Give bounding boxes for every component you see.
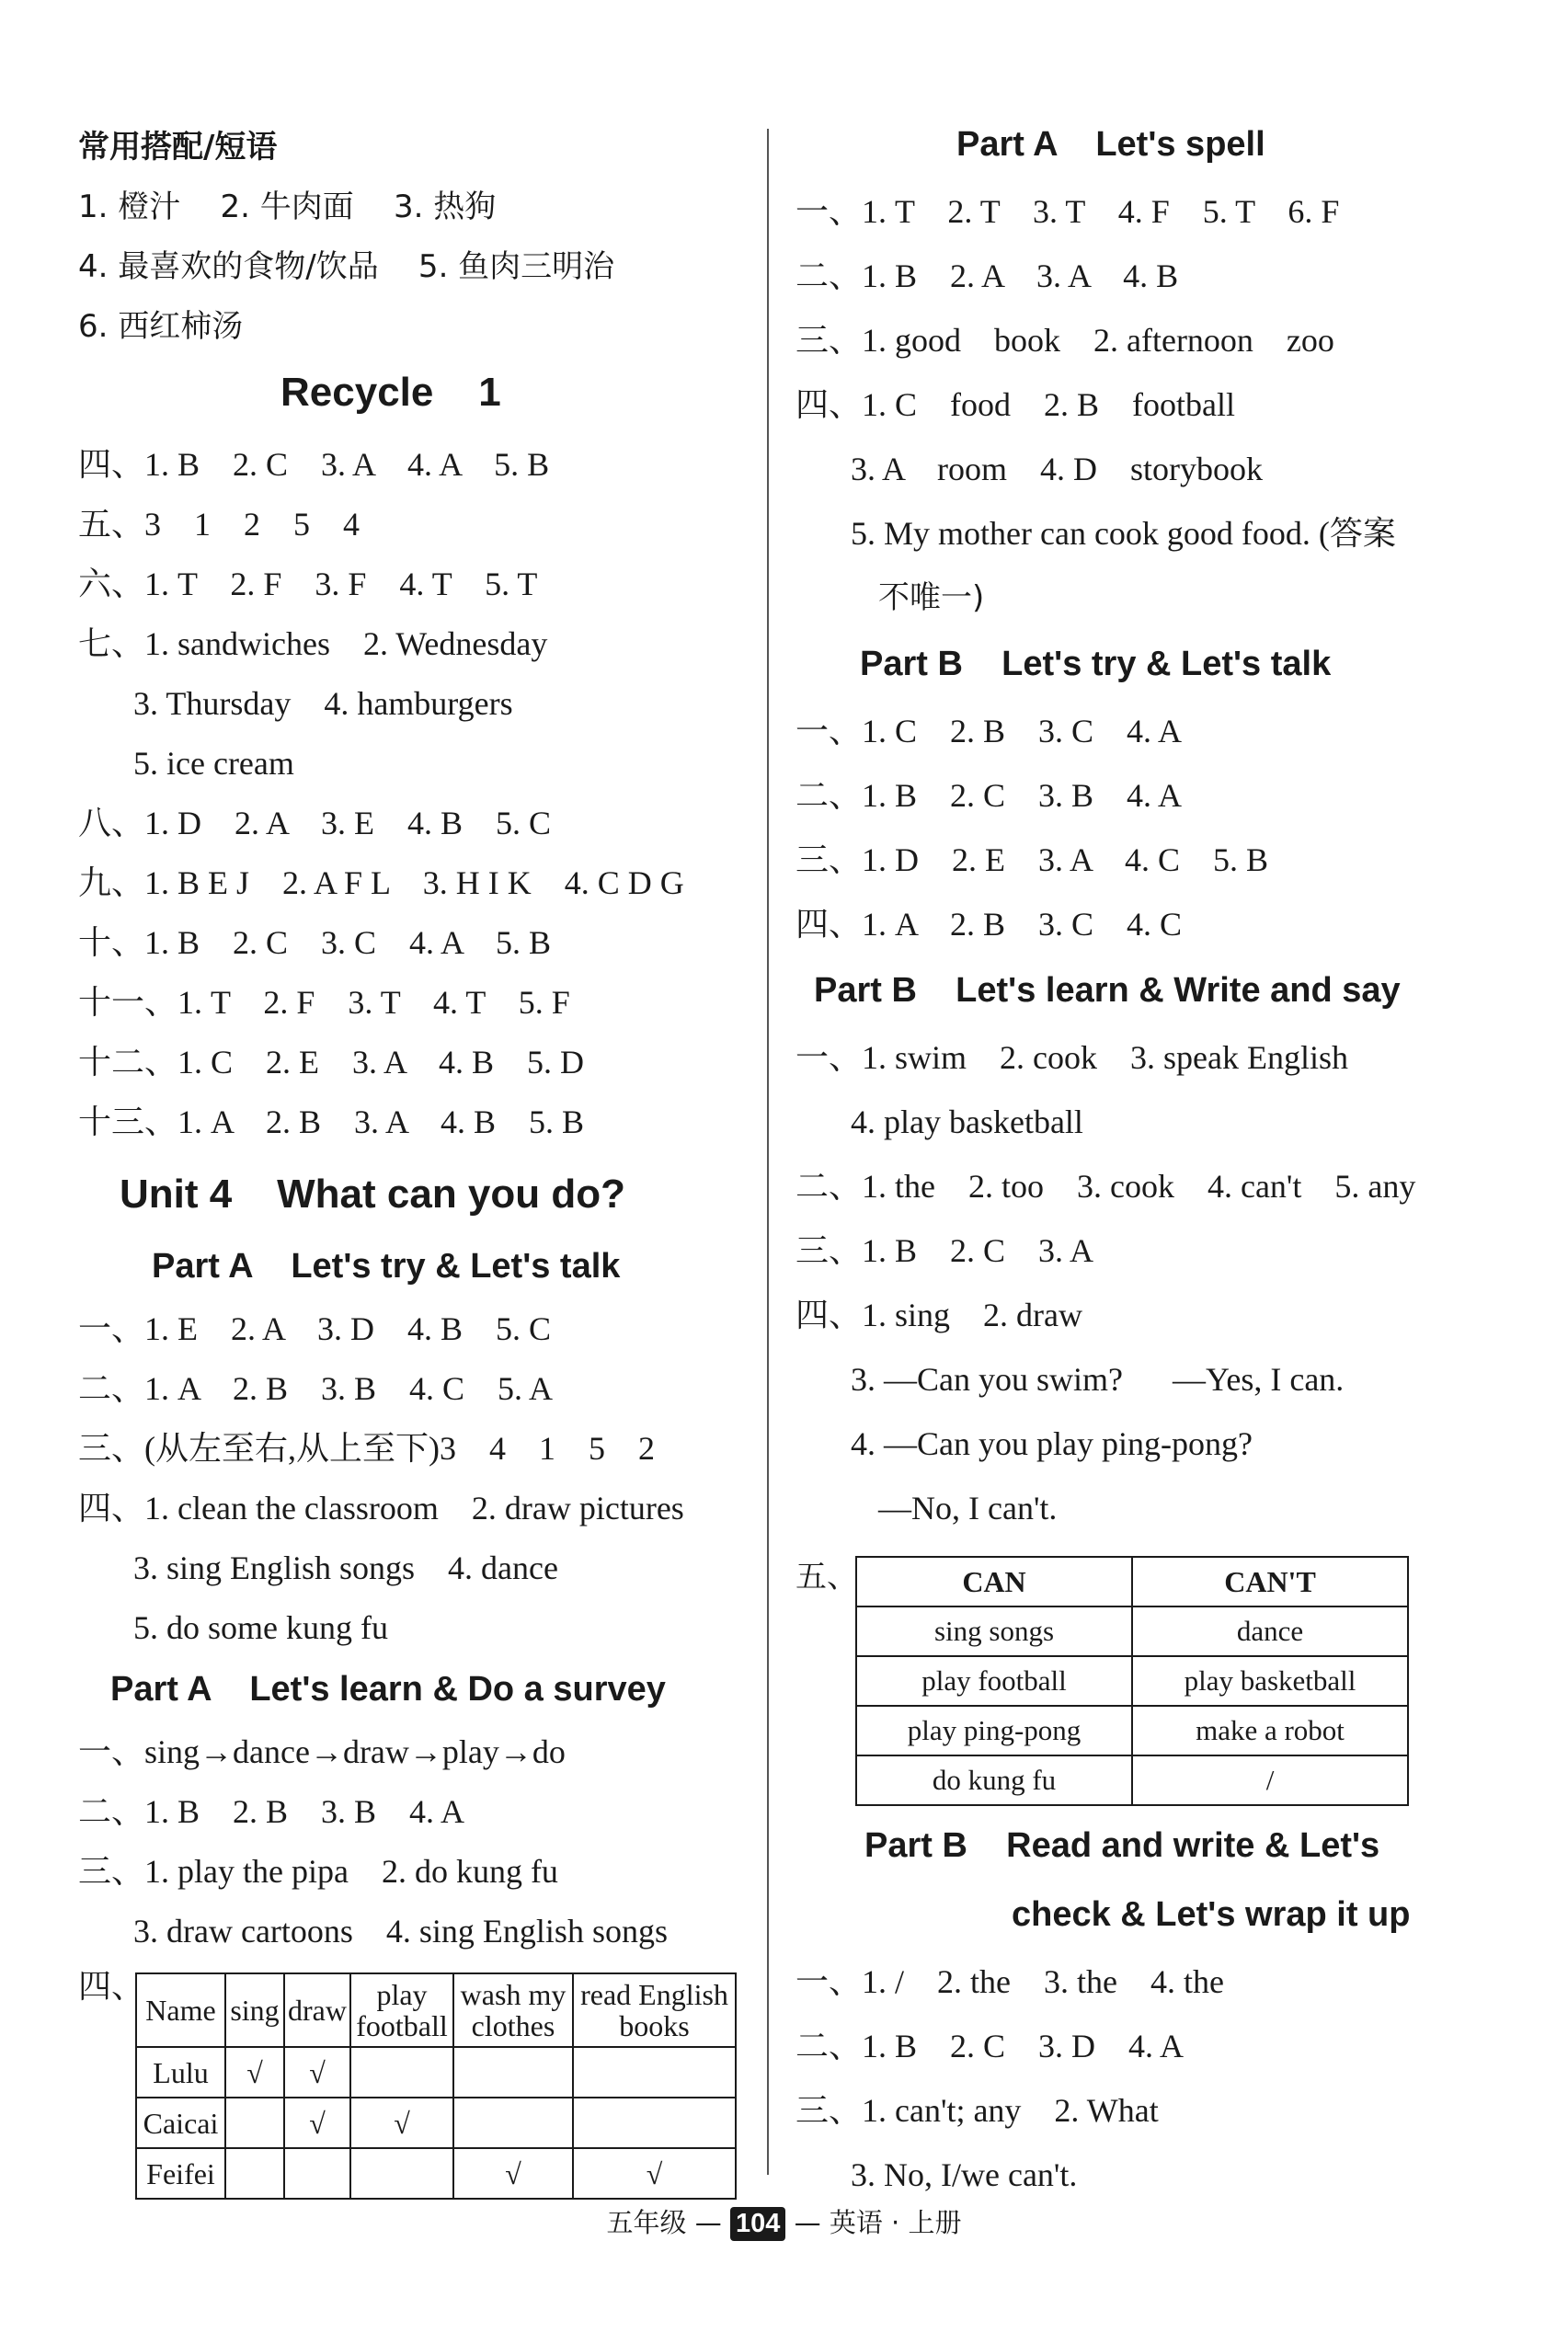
part-title: Part A Let's learn & Do a survey: [110, 1670, 666, 1709]
footer-grade: 五年级: [606, 2207, 687, 2238]
header-draw: draw: [284, 1973, 350, 2047]
page-footer: [0, 2202, 1568, 2241]
answer-line: —No, I can't.: [878, 1490, 1058, 1526]
table-label: 五、: [795, 1559, 858, 1595]
part-title: Part B Let's learn & Write and say: [814, 971, 1401, 1010]
answer-line: 二、1. B 2. C 3. D 4. A: [795, 2028, 1185, 2064]
header-read-books: read English books: [573, 1973, 736, 2047]
cell: √: [225, 2047, 284, 2098]
answer-line: 3. No, I/we can't.: [851, 2156, 1078, 2193]
cell: Lulu: [136, 2047, 225, 2098]
cell: Feifei: [136, 2148, 225, 2199]
cell: do kung fu: [856, 1755, 1132, 1805]
answer-line: 一、1. T 2. T 3. T 4. F 5. T 6. F: [795, 193, 1340, 230]
cell: [225, 2098, 284, 2148]
answer-line: 一、1. / 2. the 3. the 4. the: [795, 1963, 1224, 2000]
can-table: [855, 1556, 1409, 1806]
answer-line: 十三、1. A 2. B 3. A 4. B 5. B: [78, 1103, 585, 1140]
table-row: [856, 1656, 1408, 1706]
answer-line: 三、(从左至右,从上至下)3 4 1 5 2: [78, 1430, 655, 1467]
answer-line: 一、1. C 2. B 3. C 4. A: [795, 713, 1183, 749]
answer-line: 3. A room 4. D storybook: [851, 451, 1264, 487]
answer-line: 十、1. B 2. C 3. C 4. A 5. B: [78, 924, 552, 961]
header-can: CAN: [856, 1557, 1132, 1606]
answer-line: 二、1. the 2. too 3. cook 4. can't 5. any: [795, 1168, 1416, 1205]
cell: √: [453, 2148, 573, 2199]
answer-line: 三、1. good book 2. afternoon zoo: [795, 322, 1334, 359]
footer-dash-left: —: [694, 2207, 730, 2238]
cell: [453, 2047, 573, 2098]
table-row: [136, 2047, 736, 2098]
cell: [573, 2098, 736, 2148]
answer-line: 四、1. A 2. B 3. C 4. C: [795, 906, 1183, 943]
cell: [225, 2148, 284, 2199]
answer-line: 四、1. clean the classroom 2. draw pictures: [78, 1490, 684, 1526]
cell: sing songs: [856, 1606, 1132, 1656]
cell: /: [1132, 1755, 1408, 1805]
answer-line: 十二、1. C 2. E 3. A 4. B 5. D: [78, 1044, 585, 1081]
page-number: 104: [730, 2207, 785, 2241]
phrase-line: 4. 最喜欢的食物/饮品 5. 鱼肉三明治: [78, 248, 615, 285]
part-title: Part A Let's try & Let's talk: [152, 1247, 621, 1286]
cell: √: [284, 2047, 350, 2098]
answer-line: 一、1. E 2. A 3. D 4. B 5. C: [78, 1310, 552, 1347]
header-sing: sing: [225, 1973, 284, 2047]
header-cant: CAN'T: [1132, 1557, 1408, 1606]
footer-dash-right: —: [794, 2207, 830, 2238]
answer-line: 一、1. swim 2. cook 3. speak English: [795, 1039, 1348, 1076]
cell: [573, 2047, 736, 2098]
column-divider: [767, 129, 769, 2175]
header-name: Name: [136, 1973, 225, 2047]
cell: [350, 2047, 453, 2098]
table-row: [856, 1755, 1408, 1805]
answer-line: 十一、1. T 2. F 3. T 4. T 5. F: [78, 984, 570, 1021]
answer-line: 四、1. sing 2. draw: [795, 1297, 1082, 1333]
cell: √: [350, 2098, 453, 2148]
cell: [284, 2148, 350, 2199]
answer-line: 3. Thursday 4. hamburgers: [133, 685, 513, 722]
answer-line: 5. do some kung fu: [133, 1609, 388, 1646]
answer-line: 5. ice cream: [133, 745, 294, 782]
cell: √: [284, 2098, 350, 2148]
answer-line: 二、1. B 2. A 3. A 4. B: [795, 257, 1179, 294]
header-wash-clothes: wash my clothes: [453, 1973, 573, 2047]
answer-line: 八、1. D 2. A 3. E 4. B 5. C: [78, 805, 552, 841]
answer-line: 三、1. play the pipa 2. do kung fu: [78, 1853, 558, 1890]
part-title: Part A Let's spell: [956, 125, 1265, 164]
cell: √: [573, 2148, 736, 2199]
table-label: 四、: [78, 1968, 145, 2005]
phrase-line: 6. 西红柿汤: [78, 308, 244, 345]
survey-table: [135, 1972, 737, 2200]
answer-line: 二、1. B 2. B 3. B 4. A: [78, 1793, 465, 1830]
answer-line: 七、1. sandwiches 2. Wednesday: [78, 625, 548, 662]
table-row: [136, 2148, 736, 2199]
cell: dance: [1132, 1606, 1408, 1656]
header-play-football: play football: [350, 1973, 453, 2047]
table-row: [136, 2098, 736, 2148]
cell: make a robot: [1132, 1706, 1408, 1755]
answer-line: 5. My mother can cook good food. (答案: [851, 515, 1396, 552]
answer-line: 三、1. can't; any 2. What: [795, 2092, 1159, 2129]
footer-subject: 英语 · 上册: [829, 2207, 962, 2238]
cell: play football: [856, 1656, 1132, 1706]
answer-line: 三、1. D 2. E 3. A 4. C 5. B: [795, 841, 1269, 878]
part-title: Part B Let's try & Let's talk: [860, 645, 1332, 683]
answer-line: 3. draw cartoons 4. sing English songs: [133, 1913, 668, 1950]
answer-line: 4. —Can you play ping-pong?: [851, 1425, 1253, 1462]
cell: Caicai: [136, 2098, 225, 2148]
table-row: [856, 1606, 1408, 1656]
answer-line: 4. play basketball: [851, 1103, 1083, 1140]
answer-line: 四、1. B 2. C 3. A 4. A 5. B: [78, 446, 550, 483]
answer-line: 3. —Can you swim? —Yes, I can.: [851, 1361, 1345, 1398]
answer-line: 不唯一): [878, 579, 985, 616]
answer-line: 六、1. T 2. F 3. F 4. T 5. T: [78, 566, 538, 602]
part-title: Part B Read and write & Let's: [864, 1826, 1380, 1865]
cell: [350, 2148, 453, 2199]
recycle-title: Recycle 1: [280, 370, 501, 415]
answer-line: 九、1. B E J 2. A F L 3. H I K 4. C D G: [78, 864, 684, 901]
cell: play ping-pong: [856, 1706, 1132, 1755]
answer-line: 五、3 1 2 5 4: [78, 506, 361, 543]
phrase-line: 1. 橙汁 2. 牛肉面 3. 热狗: [78, 189, 497, 225]
cell: play basketball: [1132, 1656, 1408, 1706]
table-row: [856, 1706, 1408, 1755]
part-title-continued: check & Let's wrap it up: [1012, 1895, 1411, 1934]
answer-line: 二、1. B 2. C 3. B 4. A: [795, 777, 1183, 814]
answer-line: 二、1. A 2. B 3. B 4. C 5. A: [78, 1370, 554, 1407]
answer-line: 3. sing English songs 4. dance: [133, 1549, 558, 1586]
cell: [453, 2098, 573, 2148]
phrases-heading: 常用搭配/短语: [78, 129, 278, 166]
answer-line: 四、1. C food 2. B football: [795, 386, 1235, 423]
unit-title: Unit 4 What can you do?: [120, 1172, 625, 1217]
answer-line: 三、1. B 2. C 3. A: [795, 1232, 1094, 1269]
answer-line: 一、sing→dance→draw→play→do: [78, 1733, 566, 1770]
